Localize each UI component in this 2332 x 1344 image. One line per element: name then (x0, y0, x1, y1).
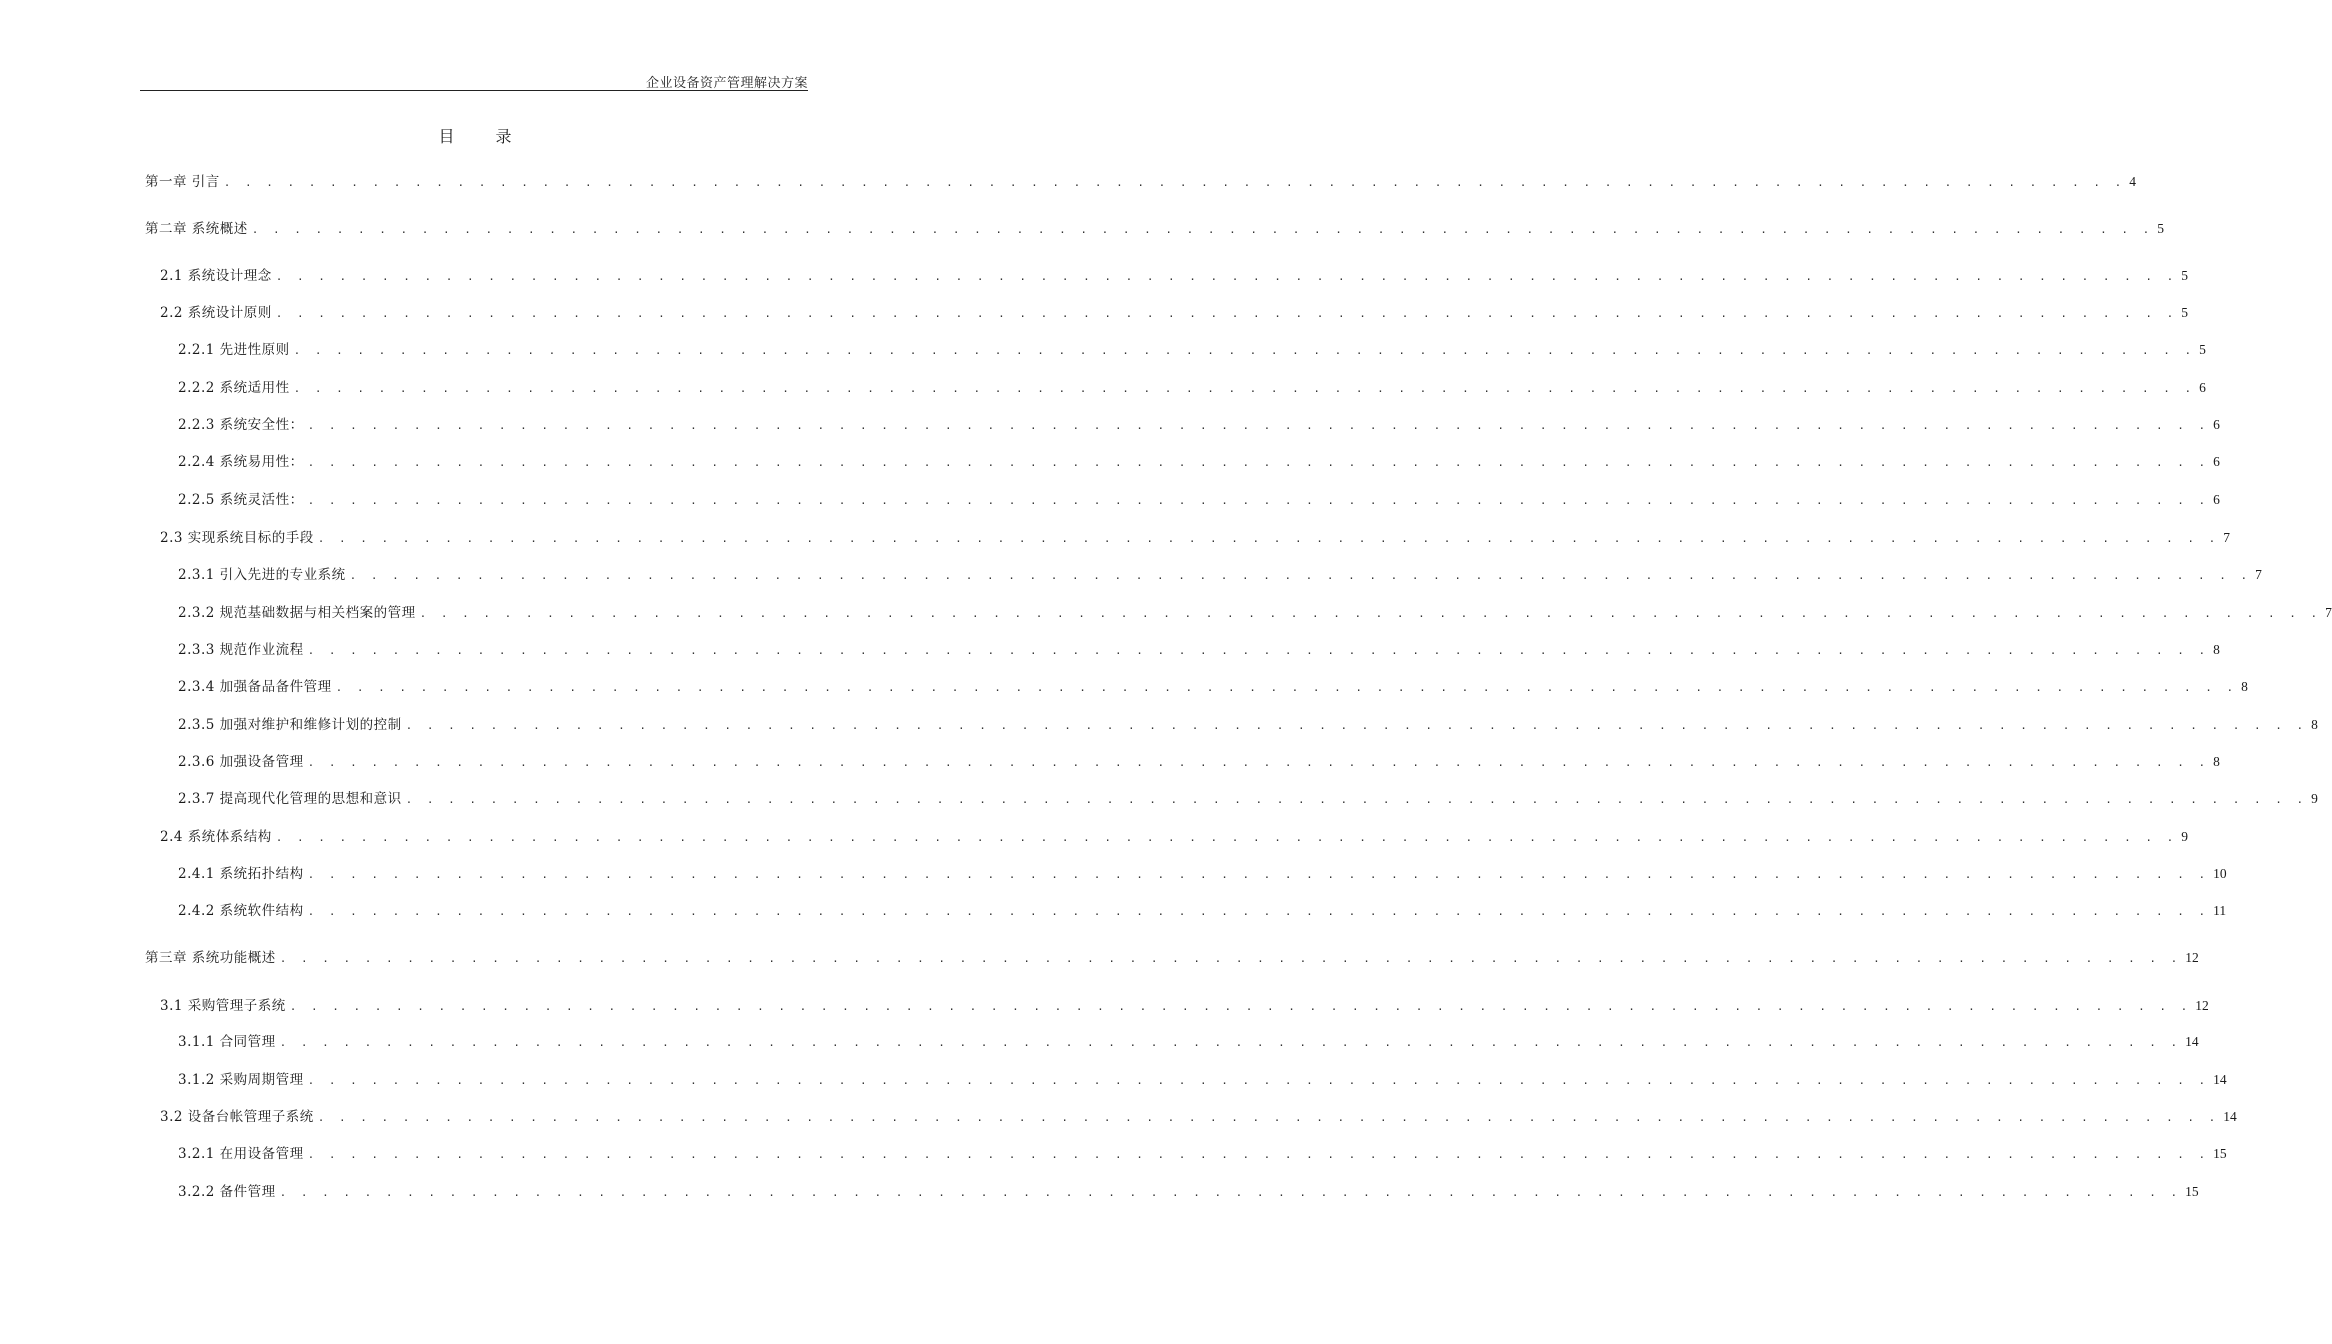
toc-entry[interactable] (178, 640, 2220, 660)
toc-page-number: 8 (2213, 642, 2220, 657)
toc-entry[interactable] (178, 752, 2220, 772)
toc-entry-title: 第三章 系统功能概述 (145, 950, 276, 966)
toc-dot-leader: . . . . . . . . . . . . . . . . . . . . . . . . . . . . . . . . . . . . . . . . . . . . . . . . . . . . . . . . . . . . . . . . . . . . . . . . . . . . . . . . . . . . . . . . . . (307, 756, 2210, 769)
toc-entry-title: 第一章 引言 (145, 174, 220, 190)
toc-dot-leader: . . . . . . . . . . . . . . . . . . . . . . . . . . . . . . . . . . . . . . . . . . . . . . . . . . . . . . . . . . . . . . . . . . . . . . . . . . . . . . . . . . . . . . . . . . (307, 1148, 2210, 1161)
toc-page-number: 15 (2213, 1146, 2227, 1161)
toc-entry[interactable] (160, 528, 2230, 548)
toc-entry-title: 2.2.4 系统易用性： (178, 454, 304, 470)
toc-entry-title: 2.2 系统设计原则 (160, 305, 272, 321)
toc-entry[interactable] (178, 565, 2262, 585)
toc-entry[interactable] (178, 340, 2206, 360)
toc-page-number: 14 (2223, 1109, 2237, 1124)
toc-page-number: 7 (2223, 530, 2230, 545)
toc-page-number: 10 (2213, 866, 2227, 881)
toc-entry[interactable] (178, 901, 2227, 921)
toc-dot-leader: . . . . . . . . . . . . . . . . . . . . . . . . . . . . . . . . . . . . . . . . . . . . . . . . . . . . . . . . . . . . . . . . . . . . . . . . . . . . . . . . . . . . . . . . . . (335, 681, 2238, 694)
toc-entry[interactable] (178, 415, 2220, 435)
toc-page-number: 5 (2157, 221, 2164, 236)
toc-entry[interactable] (145, 948, 2199, 968)
toc-page-number: 11 (2213, 903, 2227, 918)
toc-dot-leader: . . . . . . . . . . . . . . . . . . . . . . . . . . . . . . . . . . . . . . . . . . . . . . . . . . . . . . . . . . . . . . . . . . . . . . . . . . . . . . . . . . . . . . . . . . (275, 831, 2178, 844)
toc-entry-title: 3.1.1 合同管理 (178, 1034, 276, 1050)
toc-entry[interactable] (160, 996, 2209, 1016)
toc-dot-leader: . . . . . . . . . . . . . . . . . . . . . . . . . . . . . . . . . . . . . . . . . . . . . . . . . . . . . . . . . . . . . . . . . . . . . . . . . . . . . . . . . . . . . . . . . . (293, 344, 2196, 357)
toc-dot-leader: . . . . . . . . . . . . . . . . . . . . . . . . . . . . . . . . . . . . . . . . . . . . . . . . . . . . . . . . . . . . . . . . . . . . . . . . . . . . . . . . . . . . . . . . . . (279, 1186, 2182, 1199)
toc-page-number: 7 (2325, 605, 2332, 620)
toc-entry[interactable] (160, 303, 2188, 323)
toc-entry-title: 2.3.4 加强备品备件管理 (178, 679, 332, 695)
toc-entry-title: 2.1 系统设计理念 (160, 268, 272, 284)
toc-page-number: 14 (2185, 1034, 2199, 1049)
toc-entry-title: 2.2.2 系统适用性 (178, 380, 290, 396)
toc-page-number: 8 (2311, 717, 2318, 732)
toc-dot-leader: . . . . . . . . . . . . . . . . . . . . . . . . . . . . . . . . . . . . . . . . . . . . . . . . . . . . . . . . . . . . . . . . . . . . . . . . . . . . . . . . . . . . . . . . . . (307, 419, 2210, 432)
toc-page-number: 14 (2213, 1072, 2227, 1087)
toc-entry-title: 2.2.5 系统灵活性： (178, 492, 304, 508)
toc-entry-title: 2.3.6 加强设备管理 (178, 754, 304, 770)
toc-dot-leader: . . . . . . . . . . . . . . . . . . . . . . . . . . . . . . . . . . . . . . . . . . . . . . . . . . . . . . . . . . . . . . . . . . . . . . . . . . . . . . . . . . . . . . . . . . (405, 793, 2308, 806)
toc-entry-title: 2.2.1 先进性原则 (178, 342, 290, 358)
toc-entry-title: 3.1.2 采购周期管理 (178, 1072, 304, 1088)
toc-entry-title: 2.3.2 规范基础数据与相关档案的管理 (178, 605, 416, 621)
toc-page-number: 7 (2255, 567, 2262, 582)
toc-entry[interactable] (160, 1107, 2237, 1127)
toc-entry[interactable] (178, 864, 2227, 884)
header-title: 企业设备资产管理解决方案 (645, 76, 808, 91)
toc-entry[interactable] (160, 827, 2188, 847)
toc-entry-title: 2.4.1 系统拓扑结构 (178, 866, 304, 882)
toc-page-number: 6 (2213, 492, 2220, 507)
toc-entry-title: 3.1 采购管理子系统 (160, 998, 286, 1014)
toc-page-number: 9 (2181, 829, 2188, 844)
toc-entry[interactable] (178, 789, 2318, 809)
toc-dot-leader: . . . . . . . . . . . . . . . . . . . . . . . . . . . . . . . . . . . . . . . . . . . . . . . . . . . . . . . . . . . . . . . . . . . . . . . . . . . . . . . . . . . . . . . . . . (317, 1111, 2220, 1124)
toc-page-number: 5 (2199, 342, 2206, 357)
toc-entry-title: 2.3.1 引入先进的专业系统 (178, 567, 346, 583)
toc-entry[interactable] (178, 1182, 2199, 1202)
toc-page-number: 8 (2241, 679, 2248, 694)
toc-dot-leader: . . . . . . . . . . . . . . . . . . . . . . . . . . . . . . . . . . . . . . . . . . . . . . . . . . . . . . . . . . . . . . . . . . . . . . . . . . . . . . . . . . . . . . . . . . (307, 456, 2210, 469)
toc-entry[interactable] (145, 172, 2136, 192)
toc-dot-leader: . . . . . . . . . . . . . . . . . . . . . . . . . . . . . . . . . . . . . . . . . . . . . . . . . . . . . . . . . . . . . . . . . . . . . . . . . . . . . . . . . . . . . . . . . . (275, 270, 2178, 283)
toc-entry[interactable] (160, 266, 2188, 286)
toc-dot-leader: . . . . . . . . . . . . . . . . . . . . . . . . . . . . . . . . . . . . . . . . . . . . . . . . . . . . . . . . . . . . . . . . . . . . . . . . . . . . . . . . . . . . . . . . . . (289, 1000, 2192, 1013)
toc-page-number: 5 (2181, 268, 2188, 283)
toc-page-number: 6 (2199, 380, 2206, 395)
toc-page-number: 12 (2195, 998, 2209, 1013)
toc-entry-title: 2.3.3 规范作业流程 (178, 642, 304, 658)
toc-entry-title: 3.2.1 在用设备管理 (178, 1146, 304, 1162)
toc-entry-title: 2.3.7 提高现代化管理的思想和意识 (178, 791, 402, 807)
toc-entry-title: 3.2 设备台帐管理子系统 (160, 1109, 314, 1125)
toc-dot-leader: . . . . . . . . . . . . . . . . . . . . . . . . . . . . . . . . . . . . . . . . . . . . . . . . . . . . . . . . . . . . . . . . . . . . . . . . . . . . . . . . . . . . . . . . . . (279, 952, 2182, 965)
toc-entry-title: 2.3 实现系统目标的手段 (160, 530, 314, 546)
toc-title: 目 录 (438, 127, 530, 146)
toc-page-number: 9 (2311, 791, 2318, 806)
toc-entry[interactable] (178, 1032, 2199, 1052)
toc-entry-title: 第二章 系统概述 (145, 221, 248, 237)
toc-entry[interactable] (178, 1070, 2227, 1090)
toc-entry-title: 2.4 系统体系结构 (160, 829, 272, 845)
toc-dot-leader: . . . . . . . . . . . . . . . . . . . . . . . . . . . . . . . . . . . . . . . . . . . . . . . . . . . . . . . . . . . . . . . . . . . . . . . . . . . . . . . . . . . . . . . . . . (307, 644, 2210, 657)
toc-dot-leader: . . . . . . . . . . . . . . . . . . . . . . . . . . . . . . . . . . . . . . . . . . . . . . . . . . . . . . . . . . . . . . . . . . . . . . . . . . . . . . . . . . . . . . . . . . (275, 307, 2178, 320)
toc-dot-leader: . . . . . . . . . . . . . . . . . . . . . . . . . . . . . . . . . . . . . . . . . . . . . . . . . . . . . . . . . . . . . . . . . . . . . . . . . . . . . . . . . . . . . . . . . . (293, 382, 2196, 395)
toc-dot-leader: . . . . . . . . . . . . . . . . . . . . . . . . . . . . . . . . . . . . . . . . . . . . . . . . . . . . . . . . . . . . . . . . . . . . . . . . . . . . . . . . . . . . . . . . . . (349, 569, 2252, 582)
toc-dot-leader: . . . . . . . . . . . . . . . . . . . . . . . . . . . . . . . . . . . . . . . . . . . . . . . . . . . . . . . . . . . . . . . . . . . . . . . . . . . . . . . . . . . . . . . . . . (419, 607, 2322, 620)
toc-dot-leader: . . . . . . . . . . . . . . . . . . . . . . . . . . . . . . . . . . . . . . . . . . . . . . . . . . . . . . . . . . . . . . . . . . . . . . . . . . . . . . . . . . . . . . . . . . (223, 176, 2126, 189)
toc-dot-leader: . . . . . . . . . . . . . . . . . . . . . . . . . . . . . . . . . . . . . . . . . . . . . . . . . . . . . . . . . . . . . . . . . . . . . . . . . . . . . . . . . . . . . . . . . . (307, 905, 2210, 918)
toc-dot-leader: . . . . . . . . . . . . . . . . . . . . . . . . . . . . . . . . . . . . . . . . . . . . . . . . . . . . . . . . . . . . . . . . . . . . . . . . . . . . . . . . . . . . . . . . . . (317, 532, 2220, 545)
toc-entry-title: 2.3.5 加强对维护和维修计划的控制 (178, 717, 402, 733)
toc-page-number: 15 (2185, 1184, 2199, 1199)
toc-dot-leader: . . . . . . . . . . . . . . . . . . . . . . . . . . . . . . . . . . . . . . . . . . . . . . . . . . . . . . . . . . . . . . . . . . . . . . . . . . . . . . . . . . . . . . . . . . (307, 494, 2210, 507)
toc-entry-title: 2.2.3 系统安全性： (178, 417, 304, 433)
toc-entry-title: 3.2.2 备件管理 (178, 1184, 276, 1200)
toc-page-number: 8 (2213, 754, 2220, 769)
toc-dot-leader: . . . . . . . . . . . . . . . . . . . . . . . . . . . . . . . . . . . . . . . . . . . . . . . . . . . . . . . . . . . . . . . . . . . . . . . . . . . . . . . . . . . . . . . . . . (279, 1036, 2182, 1049)
toc-dot-leader: . . . . . . . . . . . . . . . . . . . . . . . . . . . . . . . . . . . . . . . . . . . . . . . . . . . . . . . . . . . . . . . . . . . . . . . . . . . . . . . . . . . . . . . . . . (307, 868, 2210, 881)
toc-entry[interactable] (178, 490, 2220, 510)
toc-page-number: 5 (2181, 305, 2188, 320)
toc-page-number: 4 (2129, 174, 2136, 189)
toc-entry-title: 2.4.2 系统软件结构 (178, 903, 304, 919)
toc-page-number: 6 (2213, 454, 2220, 469)
toc-entry[interactable] (178, 1144, 2227, 1164)
toc-entry[interactable] (178, 715, 2318, 735)
toc-page-number: 6 (2213, 417, 2220, 432)
toc-entry[interactable] (145, 219, 2164, 239)
toc-entry[interactable] (178, 603, 2332, 623)
toc-dot-leader: . . . . . . . . . . . . . . . . . . . . . . . . . . . . . . . . . . . . . . . . . . . . . . . . . . . . . . . . . . . . . . . . . . . . . . . . . . . . . . . . . . . . . . . . . . (307, 1074, 2210, 1087)
toc-dot-leader: . . . . . . . . . . . . . . . . . . . . . . . . . . . . . . . . . . . . . . . . . . . . . . . . . . . . . . . . . . . . . . . . . . . . . . . . . . . . . . . . . . . . . . . . . . (405, 719, 2308, 732)
toc-page-number: 12 (2185, 950, 2199, 965)
toc-dot-leader: . . . . . . . . . . . . . . . . . . . . . . . . . . . . . . . . . . . . . . . . . . . . . . . . . . . . . . . . . . . . . . . . . . . . . . . . . . . . . . . . . . . . . . . . . . (251, 223, 2154, 236)
toc-entry[interactable] (178, 677, 2248, 697)
toc-entry[interactable] (178, 452, 2220, 472)
toc-entry[interactable] (178, 378, 2206, 398)
